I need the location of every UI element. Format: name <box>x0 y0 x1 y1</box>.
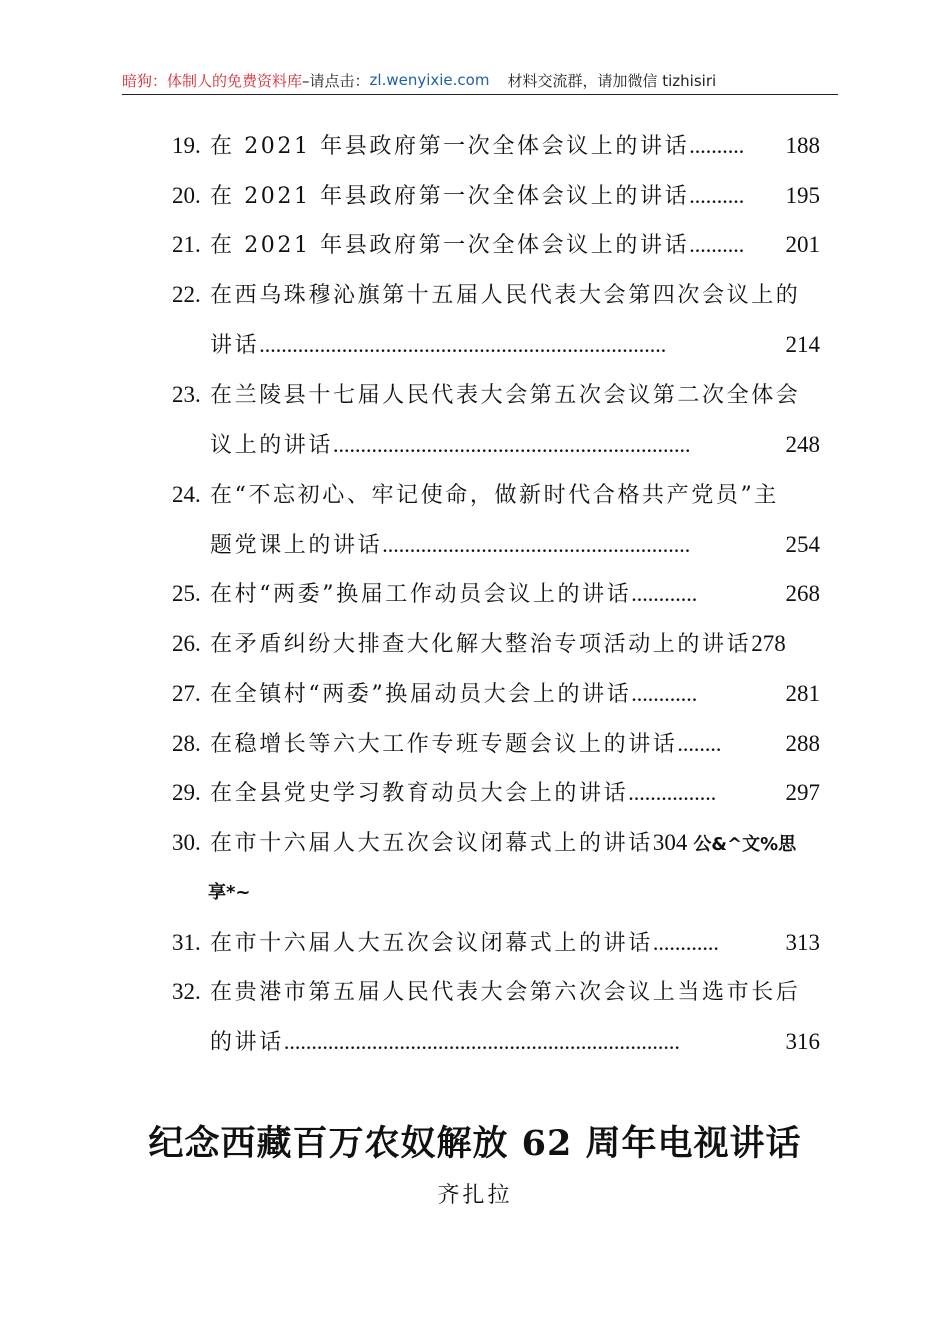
toc-page-number: 297 <box>785 780 820 805</box>
toc-leader: ............ <box>631 581 698 606</box>
toc-page-number: 304 <box>652 830 688 855</box>
toc-number: 19. <box>172 133 201 158</box>
toc-leader: ........ <box>677 731 722 756</box>
toc-number: 22. <box>172 282 201 307</box>
toc-page-number: 214 <box>785 332 820 357</box>
toc-page-number: 201 <box>785 232 820 257</box>
toc-number: 31. <box>172 930 201 955</box>
toc-title: 在稳增长等六大工作专班专题会议上的讲话 <box>210 732 678 757</box>
toc-entry-23[interactable] <box>172 380 820 410</box>
toc-title: 在西乌珠穆沁旗第十五届人民代表大会第四次会议上的 <box>210 283 801 308</box>
toc-leader: ............ <box>631 681 698 706</box>
toc-title: 在矛盾纠纷大排查大化解大整治专项活动上的讲话 <box>210 632 752 657</box>
toc-number: 26. <box>172 631 201 656</box>
toc-entry-22[interactable] <box>172 280 820 310</box>
toc-title: 在村“两委”换届工作动员会议上的讲话 <box>210 582 632 607</box>
toc-title: 在全镇村“两委”换届动员大会上的讲话 <box>210 682 632 707</box>
toc-entry-20[interactable] <box>172 181 820 211</box>
toc-leader: ........................................................ <box>382 532 691 557</box>
toc-entry-26[interactable] <box>172 629 820 659</box>
toc-title-continued: 议上的讲话 <box>210 433 334 458</box>
toc-page-number: 254 <box>785 532 820 557</box>
toc-title: 在 2021 年县政府第一次全体会议上的讲话 <box>210 134 690 159</box>
toc-entry-32-continued[interactable] <box>210 1027 820 1057</box>
header-contact: 材料交流群，请加微信 tizhisiri <box>507 71 717 90</box>
toc-title: 在市十六届人大五次会议闭幕式上的讲话 <box>210 831 653 856</box>
toc-entry-22-continued[interactable] <box>210 330 820 360</box>
toc-number: 25. <box>172 581 201 606</box>
toc-leader: .......... <box>689 133 745 158</box>
toc-leader: ............ <box>652 930 719 955</box>
toc-leader: .......................................................................... <box>259 332 667 357</box>
toc-entry-30[interactable] <box>172 828 820 858</box>
toc-entry-23-continued[interactable] <box>210 430 820 460</box>
toc-title: 在贵港市第五届人民代表大会第六次会议上当选市长后 <box>210 980 801 1005</box>
toc-title: 在全县党史学习教育动员大会上的讲话 <box>210 781 629 806</box>
toc-number: 24. <box>172 482 201 507</box>
toc-entry-27[interactable] <box>172 679 820 709</box>
toc-title: 在“不忘初心、牢记使命，做新时代合格共产党员”主 <box>210 483 779 508</box>
toc-number: 21. <box>172 232 201 257</box>
toc-entry-24[interactable] <box>172 480 820 510</box>
article-title: 纪念西藏百万农奴解放 62 周年电视讲话 <box>148 1123 802 1164</box>
toc-entry-31[interactable] <box>172 928 820 958</box>
toc-title: 在 2021 年县政府第一次全体会议上的讲话 <box>210 233 690 258</box>
toc-title-continued: 的讲话 <box>210 1030 284 1055</box>
toc-number: 27. <box>172 681 201 706</box>
toc-leader: .......... <box>689 232 745 257</box>
toc-entry-29[interactable] <box>172 778 820 808</box>
header-url-link[interactable]: zl.wenyixie.com <box>369 71 490 89</box>
toc-title-continued: 讲话 <box>210 333 260 358</box>
toc-page-number: 281 <box>785 681 820 706</box>
toc-leader: ........................................................................ <box>283 1029 680 1054</box>
toc-title: 在市十六届人大五次会议闭幕式上的讲话 <box>210 931 653 956</box>
toc-entry-25[interactable] <box>172 579 820 609</box>
toc-leader: .......... <box>689 183 745 208</box>
toc-number: 23. <box>172 382 201 407</box>
header-prompt: –请点击： <box>302 71 370 90</box>
toc-title-continued: 题党课上的讲话 <box>210 533 383 558</box>
toc-title: 在 2021 年县政府第一次全体会议上的讲话 <box>210 184 690 209</box>
toc-number: 30. <box>172 830 201 855</box>
toc-page-number: 316 <box>785 1029 820 1054</box>
toc-entry-32[interactable] <box>172 977 820 1007</box>
toc-entry-28[interactable] <box>172 729 820 759</box>
toc-page-number: 313 <box>785 930 820 955</box>
header-brand: 暗狗：体制人的免费资料库 <box>122 71 303 90</box>
toc-page-number: 288 <box>785 731 820 756</box>
toc-number: 32. <box>172 979 201 1004</box>
toc-page-number: 278 <box>751 631 786 656</box>
watermark-text-continued: 享*~ <box>208 882 251 903</box>
page-header <box>122 66 838 95</box>
toc-page-number: 248 <box>785 432 820 457</box>
toc-leader: ................ <box>628 780 717 805</box>
toc-entry-21[interactable] <box>172 230 820 260</box>
article-author: 齐扎拉 <box>437 1183 513 1208</box>
toc-title: 在兰陵县十七届人民代表大会第五次会议第二次全体会 <box>210 383 801 408</box>
toc-entry-24-continued[interactable] <box>210 530 820 560</box>
toc-page-number: 188 <box>785 133 820 158</box>
toc-leader: ................................................................. <box>333 432 691 457</box>
toc-number: 20. <box>172 183 201 208</box>
toc-number: 28. <box>172 731 201 756</box>
watermark-text: 公&^文%思 <box>693 834 797 855</box>
toc-number: 29. <box>172 780 201 805</box>
toc-page-number: 195 <box>785 183 820 208</box>
toc-entry-19[interactable] <box>172 131 820 161</box>
toc-page-number: 268 <box>785 581 820 606</box>
